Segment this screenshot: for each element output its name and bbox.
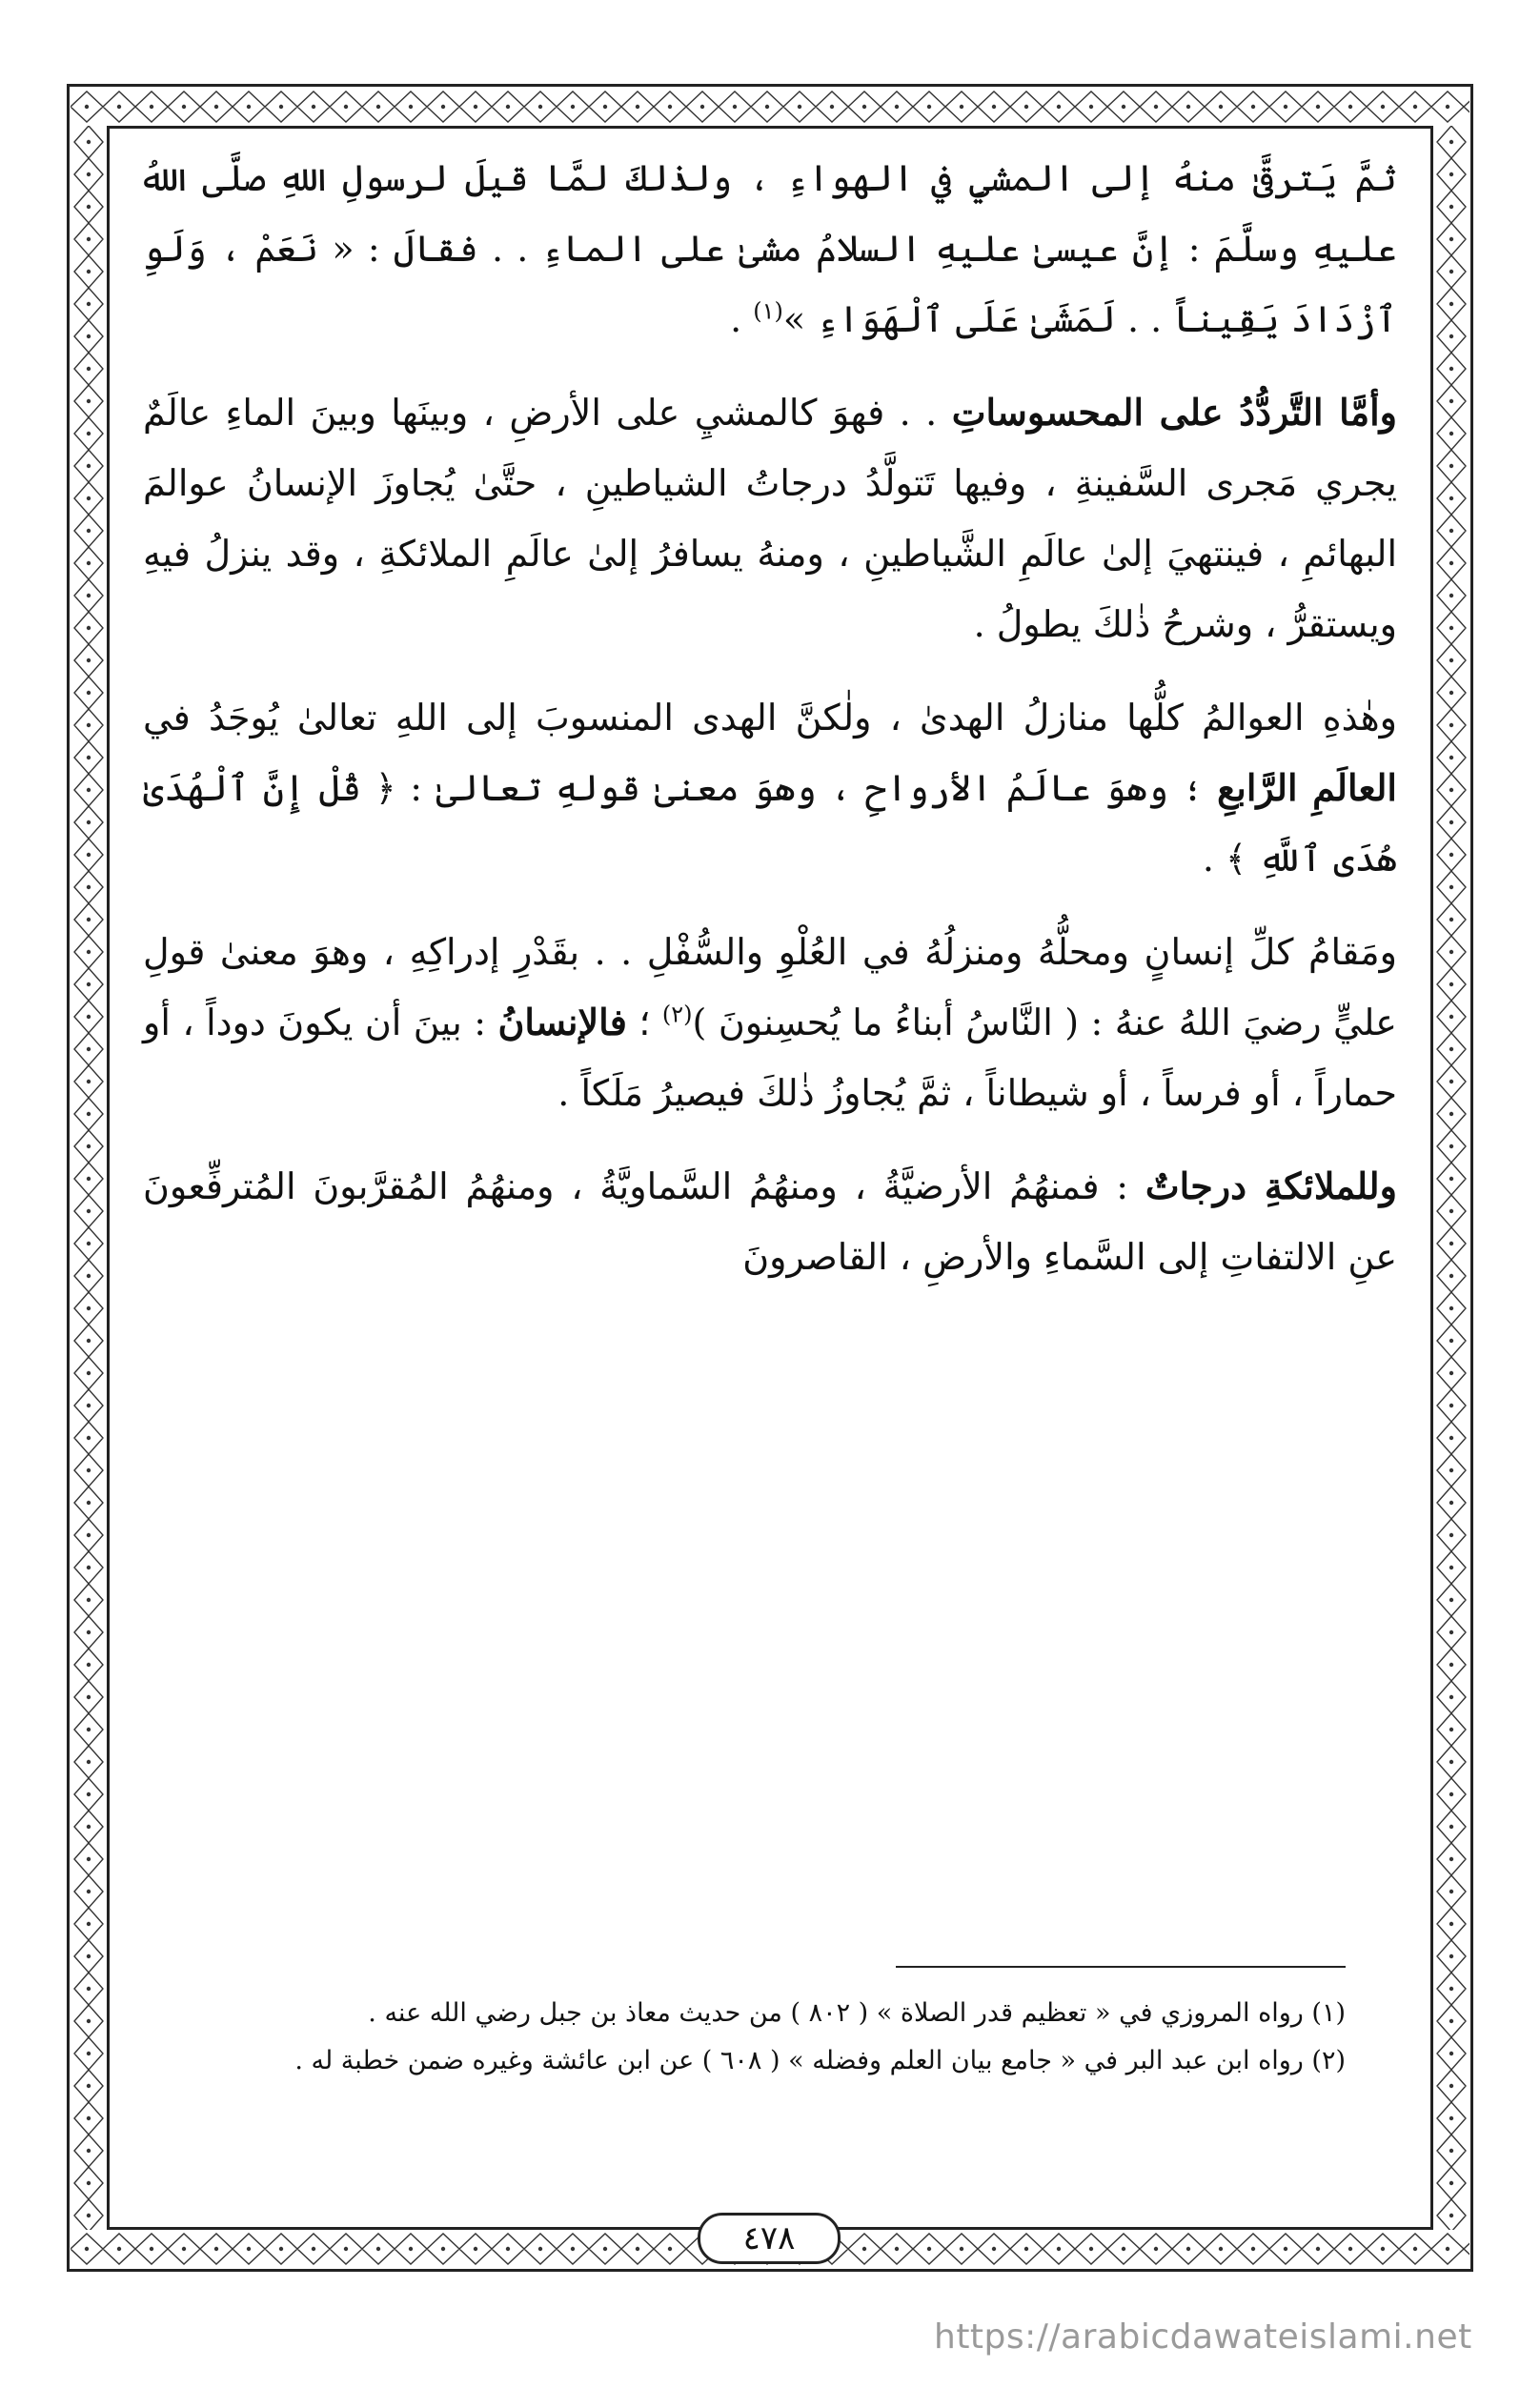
source-watermark[interactable]: https://arabicdawateislami.net [934,2317,1472,2357]
footnote-1: (١) رواه المروزي في « تعظيم قدر الصلاة » ( ٨٠٢ ) من حديث معاذ بن جبل رضي الله عنه . [368,1998,1346,2028]
footnote-2: (٢) رواه ابن عبد البر في « جامع بيان العلم وفضله » ( ٦٠٨ ) عن ابن عائشة وغيره ضمن خطبة له . [294,2046,1346,2075]
footnotes [143,1990,1346,2085]
right-ornament-band [1433,126,1469,2230]
left-ornament-band [71,126,107,2230]
paragraph-5-bold: وللملائكةِ درجاتٌ [1145,1164,1397,1207]
paragraph-1-line-3: فقالَ : « نَعَمْ ، وَلَوِ ٱزْدَادَ يَقِيناً . . لَمَشَىٰ عَلَى ٱلْهَوَاءِ » [143,228,1397,340]
paragraph-4-text-mid: ؛ [626,1002,662,1043]
paragraph-3-text-a: وهٰذهِ العوالمُ كلُّها منازلُ الهدىٰ ، ولٰكنَّ الهدى المنسوبَ إلى اللهِ تعالىٰ يُوجَدُ في [143,697,1397,739]
paragraph-1-end: . [730,298,754,340]
paragraph-4 [143,917,1397,1128]
paragraph-4-text-b: : بينَ أن يكونَ دوداً ، أو حماراً ، أو فرساً ، أو شيطاناً ، ثمَّ يُجاوزُ ذٰلكَ فيصيرُ مَلَكاً . [143,1002,1397,1114]
paragraph-2-text: . . فهوَ كالمشيِ على الأرضِ ، وبينَها وبينَ الماءِ عالَمٌ يجري مَجرى السَّفينةِ ، وفيها تَتولَّدُ درجاتُ الشياطينِ ، حتَّىٰ يُجاوزَ الإنسانُ عوالمَ البهائمِ ، فينتهيَ إلىٰ عالَمِ الشَّياطينِ ، ومنهُ يسافرُ إلىٰ عالَمِ الملائكةِ ، وقد ينزلُ فيهِ ويستقرُّ ، وشرحُ ذٰلكَ يطولُ . [143,392,1397,645]
paragraph-4-text-a: ومَقامُ كلِّ إنسانٍ ومحلُّهُ ومنزلُهُ في العُلْوِ والسُّفْلِ . . بقَدْرِ إدراكِهِ ، وهوَ معنىٰ قولِ عليٍّ رضيَ اللهُ عنهُ : ( النَّاسُ أبناءُ ما يُحسِنونَ ) [143,931,1397,1043]
paragraph-1-line-1: ثمَّ يَترقَّىٰ منهُ إلى المشيِ في الهواءِ ، ولذٰلكَ لمَّا قيلَ لرسولِ اللهِ [282,157,1397,199]
paragraph-1 [143,143,1397,354]
page-body [143,143,1397,1315]
paragraph-5 [143,1151,1397,1292]
paragraph-2-lead: وأمَّا التَّردُّدُ على المحسوساتِ [951,391,1397,434]
footnote-ref-2[interactable]: (٢) [661,1001,693,1028]
paragraph-3-text-b: ؛ وهوَ عالَمُ الأرواحِ ، وهوَ معنىٰ قولهِ تعالىٰ : ﴿ قُلْ إِنَّ ٱلْهُدَىٰ هُدَى ٱللَّهِ ﴾ . [143,767,1397,880]
paragraph-4-bold: فالإنسانُ [497,1001,627,1043]
paragraph-3 [143,682,1397,894]
page-number-text: ٤٧٨ [742,2219,796,2257]
paragraph-3-bold: العالَمِ الرَّابعِ [1217,766,1397,809]
page-number [698,2213,841,2264]
paragraph-5-text: : فمنهُمُ الأرضيَّةُ ، ومنهُمُ السَّماويَّةُ ، ومنهُمُ المُقرَّبونَ المُترفِّعونَ عنِ الالتفاتِ إلى السَّماءِ والأرضِ ، القاصرونَ [143,1165,1397,1278]
top-ornament-band [71,88,1469,126]
footnote-ref-1[interactable]: (١) [753,297,783,325]
paragraph-2 [143,377,1397,659]
paragraph-1-line-2: صلَّى اللهُ عليهِ وسلَّمَ : إنَّ عيسىٰ عليهِ السلامُ مشىٰ على الماءِ . . [143,157,1397,270]
footnote-separator [896,1966,1346,1968]
